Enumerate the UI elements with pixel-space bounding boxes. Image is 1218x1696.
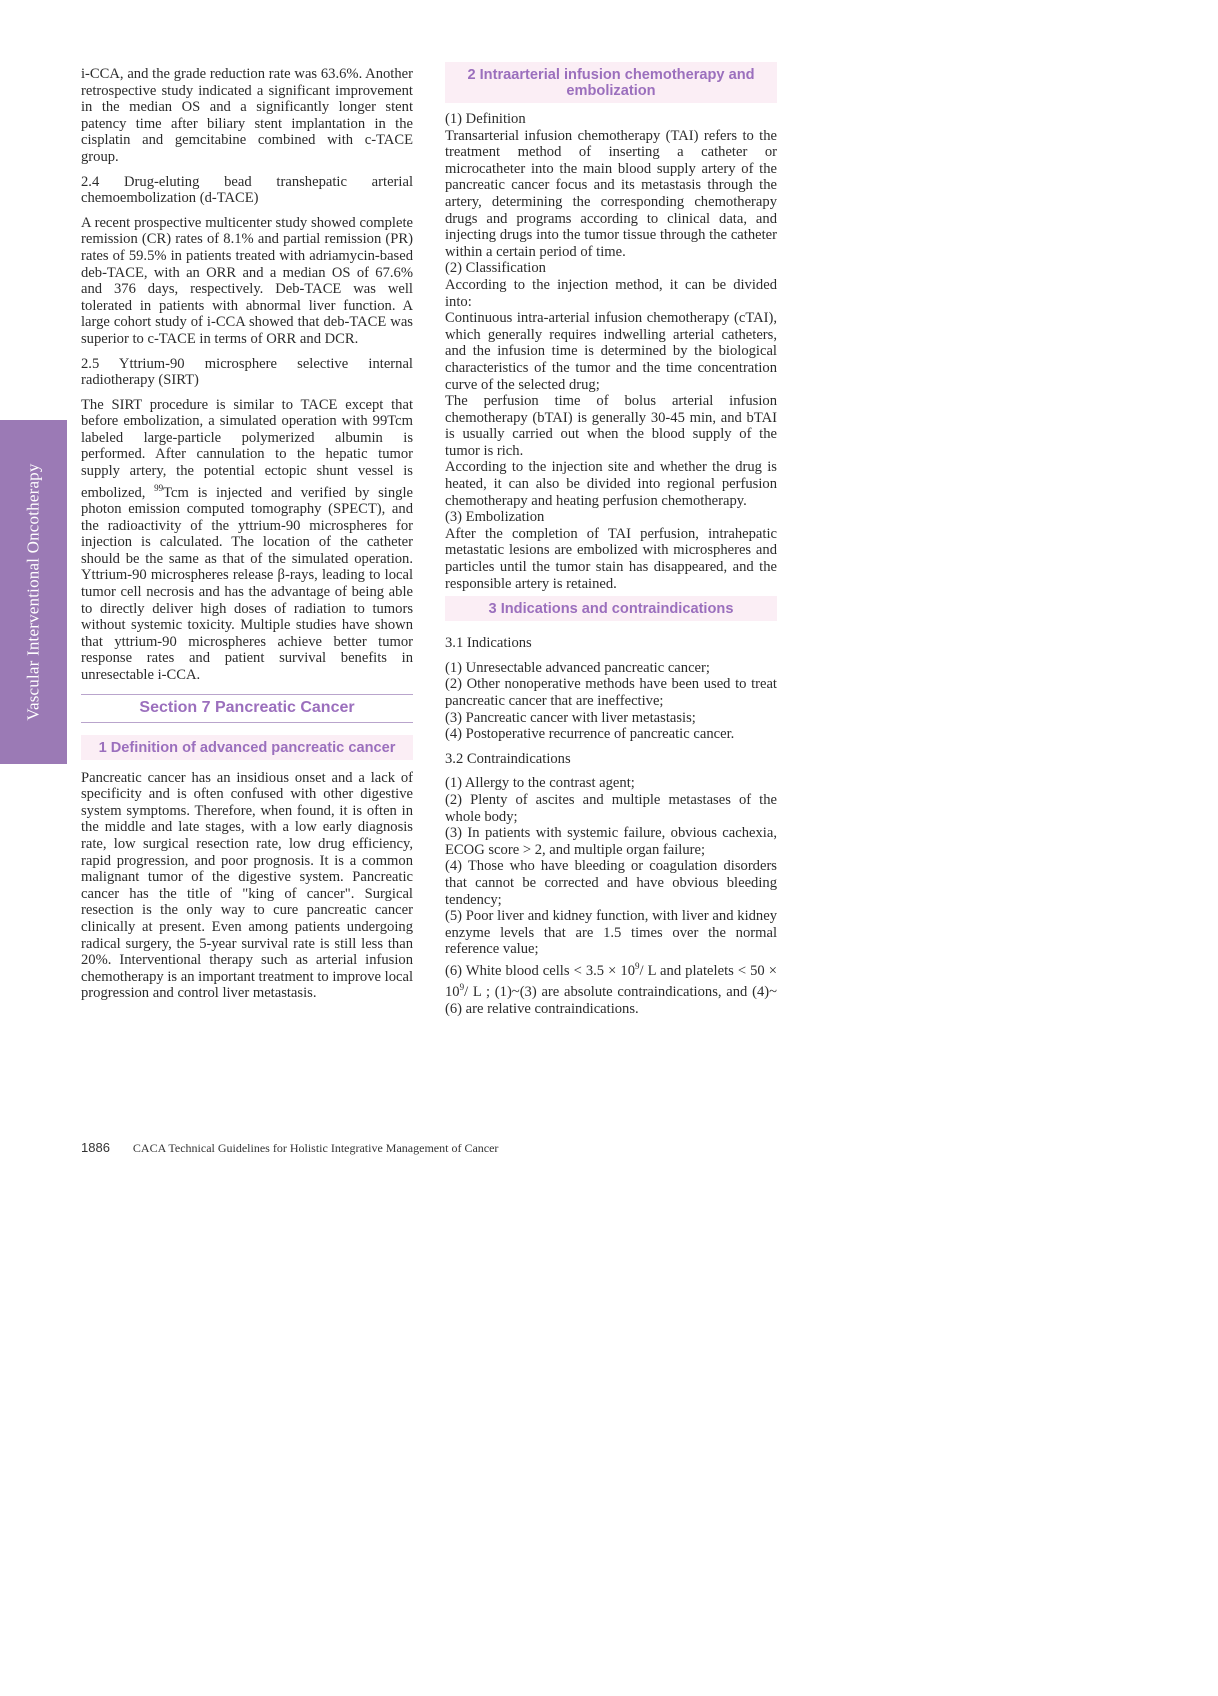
paragraph: After the completion of TAI perfusion, intrahepatic metastatic lesions are embolized with microspheres and particles until the tumor stain has disappeared, and the responsible artery is retained. (445, 525, 777, 592)
heading-1: 1 Definition of advanced pancreatic cancer (81, 735, 413, 760)
list-item: (3) In patients with systemic failure, obvious cachexia, ECOG score > 2, and multiple organ failure; (445, 825, 777, 858)
page-number: 1886 (81, 1140, 110, 1155)
running-title: CACA Technical Guidelines for Holistic Integrative Management of Cancer (132, 1141, 499, 1155)
paragraph: Pancreatic cancer has an insidious onset and a lack of specificity and is often confused with other digestive system symptoms. Therefore, when found, it is often in the middle and late stages, with a low early diagnosis rate, low surgical resection rate, low drug efficiency, rapid progression, and poor prognosis. It is a common malignant tumor of the digestive system. Pancreatic cancer has the title of "king of cancer". Surgical resection is the only way to cure pancreatic cancer clinically at present. Even among patients undergoing radical surgery, the 5-year survival rate is still less than 20%. Interventional therapy such as arterial infusion chemotherapy is an important treatment to improve local progression and control liver metastasis. (81, 769, 413, 1002)
list-item: (4) Postoperative recurrence of pancreatic cancer. (445, 726, 735, 743)
paragraph: According to the injection method, it can be divided into: (445, 276, 777, 310)
side-tab-label: Vascular Interventional Oncotherapy (23, 463, 43, 721)
page-footer (81, 1140, 498, 1156)
list-item: (6) White blood cells < $3.5 \times 10^9/$ L and platelets < $50 \times 10^9/$ L ; (1)~(3) are absolute contraindications, and (4)~(6) are relative contraindications. (445, 960, 777, 1017)
subheading-3-1: 3.1 Indications (445, 635, 532, 652)
paragraph: According to the injection site and whether the drug is heated, it can also be divided into regional perfusion chemotherapy and heating perfusion chemotherapy. (445, 459, 777, 509)
side-tab (0, 420, 67, 764)
paragraph: Continuous intra-arterial infusion chemotherapy (cTAI), which generally requires indwelling arterial catheters, and the infusion time is determined by the biological characteristics of the tumor and the time concentration curve of the selected drug; (445, 310, 777, 393)
list-item: (3) Pancreatic cancer with liver metastasis; (445, 709, 696, 726)
paragraph-sirt: The SIRT procedure is similar to TACE except that before embolization, a simulated operation with 99Tcm labeled large-particle polymerized albumin is performed. After cannulation to the hepatic tumor supply artery, the potential ectopic shunt vessel is embolized, $^{99}$Tcm is injected and verified by single photon emission computed tomography (SPECT), and the radioactivity of the yttrium-90 microspheres for injection is calculated. The location of the catheter should be the same as that of the simulated operation. Yttrium-90 microspheres release β-rays, leading to local tumor cell necrosis and has the advantage of being able to directly deliver high doses of radiation to tumors without systemic toxicity. Multiple studies have shown that yttrium-90 microspheres achieve better tumor response rates and patient survival benefits in unresectable i-CCA. (81, 396, 413, 684)
paragraph: The perfusion time of bolus arterial infusion chemotherapy (bTAI) is generally 30-45 min, and bTAI is usually carried out when the blood supply of the tumor is rich. (445, 393, 777, 459)
paragraph: A recent prospective multicenter study showed complete remission (CR) rates of 8.1% and partial remission (PR) rates of 59.5% in patients treated with adriamycin-based deb-TACE, with an ORR and a median OS of 67.6% and 376 days, respectively. Deb-TACE was well tolerated in patients with abnormal liver function. A large cohort study of i-CCA showed that deb-TACE was superior to c-TACE in terms of ORR and DCR. (81, 214, 413, 347)
subheading-3-2: 3.2 Contraindications (445, 750, 571, 767)
right-column (445, 62, 777, 1017)
subheading-2-4: 2.4 Drug-eluting bead transhepatic arterial chemoembolization (d-TACE) (81, 173, 413, 207)
section-title: Section 7 Pancreatic Cancer (81, 694, 413, 723)
list-item: (1) Definition (445, 111, 526, 127)
subheading-2-5: 2.5 Yttrium-90 microsphere selective internal radiotherapy (SIRT) (81, 355, 413, 389)
heading-3: 3 Indications and contraindications (445, 596, 777, 621)
paragraph: i-CCA, and the grade reduction rate was 63.6%. Another retrospective study indicated a significant improvement in the median OS and a significantly longer stent patency time after biliary stent implantation in the cisplatin and gemcitabine combined with c-TACE group. (81, 66, 413, 165)
paragraph: Transarterial infusion chemotherapy (TAI) refers to the treatment method of inserting a catheter or microcatheter into the main blood supply artery of the pancreatic cancer focus and its metastasis through the artery, determining the corresponding chemotherapy drugs and programs according to clinical data, and injecting drugs into the tumor tissue through the catheter within a certain period of time. (445, 127, 777, 260)
list-item: (3) Embolization (445, 509, 545, 526)
list-item: (1) Allergy to the contrast agent; (445, 775, 635, 792)
left-column (81, 66, 413, 1002)
list-item: (2) Other nonoperative methods have been used to treat pancreatic cancer that are ineffective; (445, 676, 777, 709)
list-item: (1) Unresectable advanced pancreatic cancer; (445, 659, 710, 676)
list-item: (2) Classification (445, 260, 546, 277)
heading-2: 2 Intraarterial infusion chemotherapy and embolization (445, 62, 777, 103)
list-item: (5) Poor liver and kidney function, with liver and kidney enzyme levels that are 1.5 times over the normal reference value; (445, 908, 777, 958)
list-item: (4) Those who have bleeding or coagulation disorders that cannot be corrected and have obvious bleeding tendency; (445, 858, 777, 908)
list-item: (2) Plenty of ascites and multiple metastases of the whole body; (445, 791, 777, 825)
